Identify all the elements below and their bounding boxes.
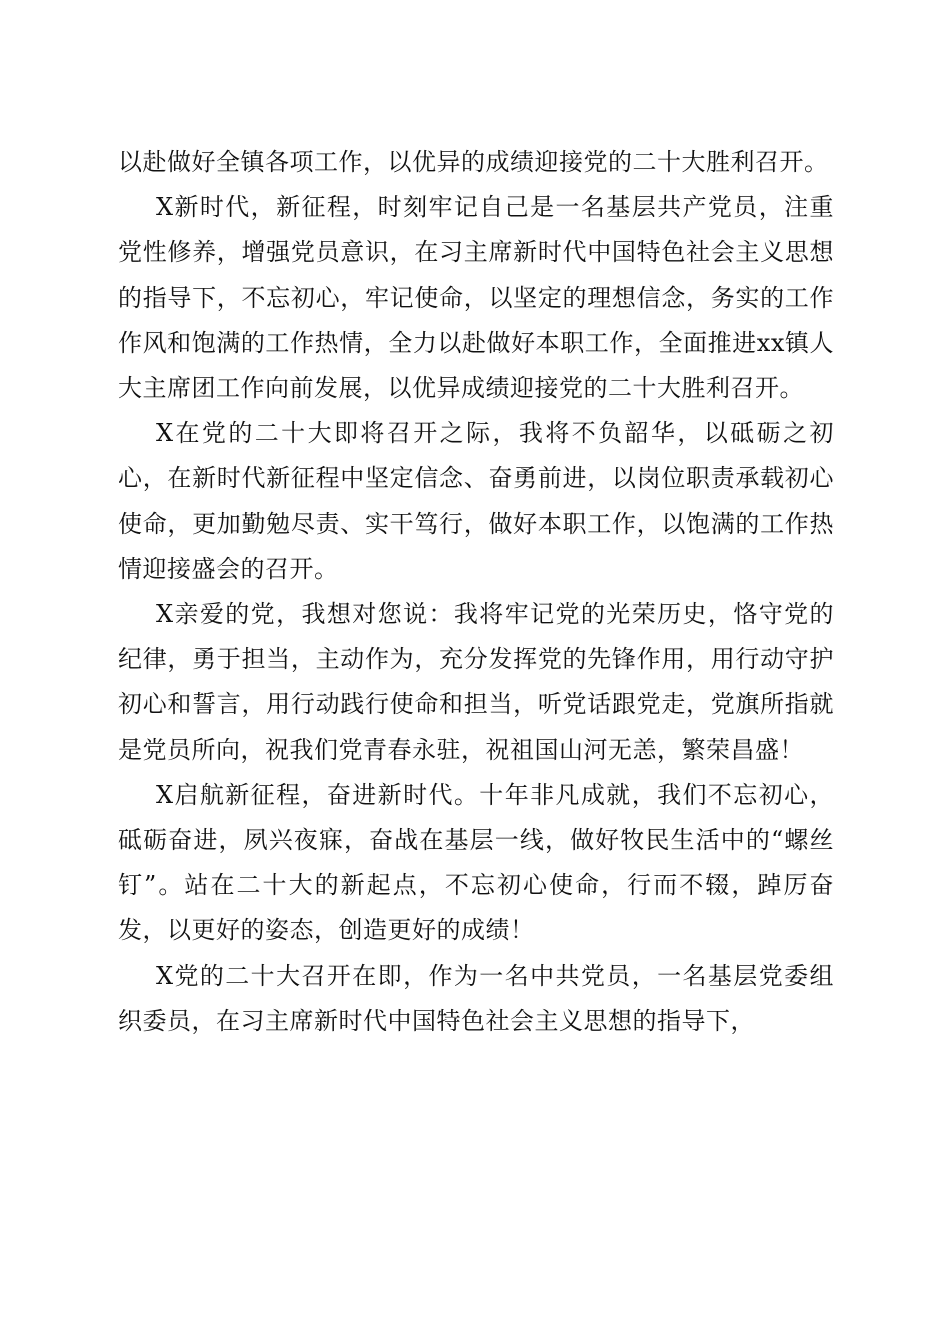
- paragraph-new-era: X新时代，新征程，时刻牢记自己是一名基层共产党员，注重党性修养，增强党员意识，在习主席新时代中国特色社会主义思想的指导下，不忘初心，牢记使命，以坚定的理想信念，务实的工作作风和饱满的工作热情，全力以赴做好本职工作，全面推进xx镇人大主席团工作向前发展，以优异成绩迎接党的二十大胜利召开。: [118, 193, 834, 403]
- paragraph-continuation: 以赴做好全镇各项工作，以优异的成绩迎接党的二十大胜利召开。: [118, 148, 829, 176]
- paragraph-party-member: X党的二十大召开在即，作为一名中共党员，一名基层党委组织委员，在习主席新时代中国特色社会主义思想的指导下，: [118, 961, 834, 1035]
- document-body: [118, 140, 834, 1044]
- paragraph-dear-party: X亲爱的党，我想对您说：我将牢记党的光荣历史，恪守党的纪律，勇于担当，主动作为，充分发挥党的先锋作用，用行动守护初心和誓言，用行动践行使命和担当，听党话跟党走，党旗所指就是党员所向，祝我们党青春永驻，祝祖国山河无恙，繁荣昌盛！: [118, 600, 834, 764]
- paragraph-new-journey: X启航新征程，奋进新时代。十年非凡成就，我们不忘初心，砥砺奋进，夙兴夜寐，奋战在基层一线，做好牧民生活中的“螺丝钉”。站在二十大的新起点，不忘初心使命，行而不辍，踔厉奋发，以更好的姿态，创造更好的成绩！: [118, 780, 834, 945]
- paragraph-congress-approaching: X在党的二十大即将召开之际，我将不负韶华，以砥砺之初心，在新时代新征程中坚定信念、奋勇前进，以岗位职责承载初心使命，更加勤勉尽责、实干笃行，做好本职工作，以饱满的工作热情迎接盛会的召开。: [118, 419, 834, 583]
